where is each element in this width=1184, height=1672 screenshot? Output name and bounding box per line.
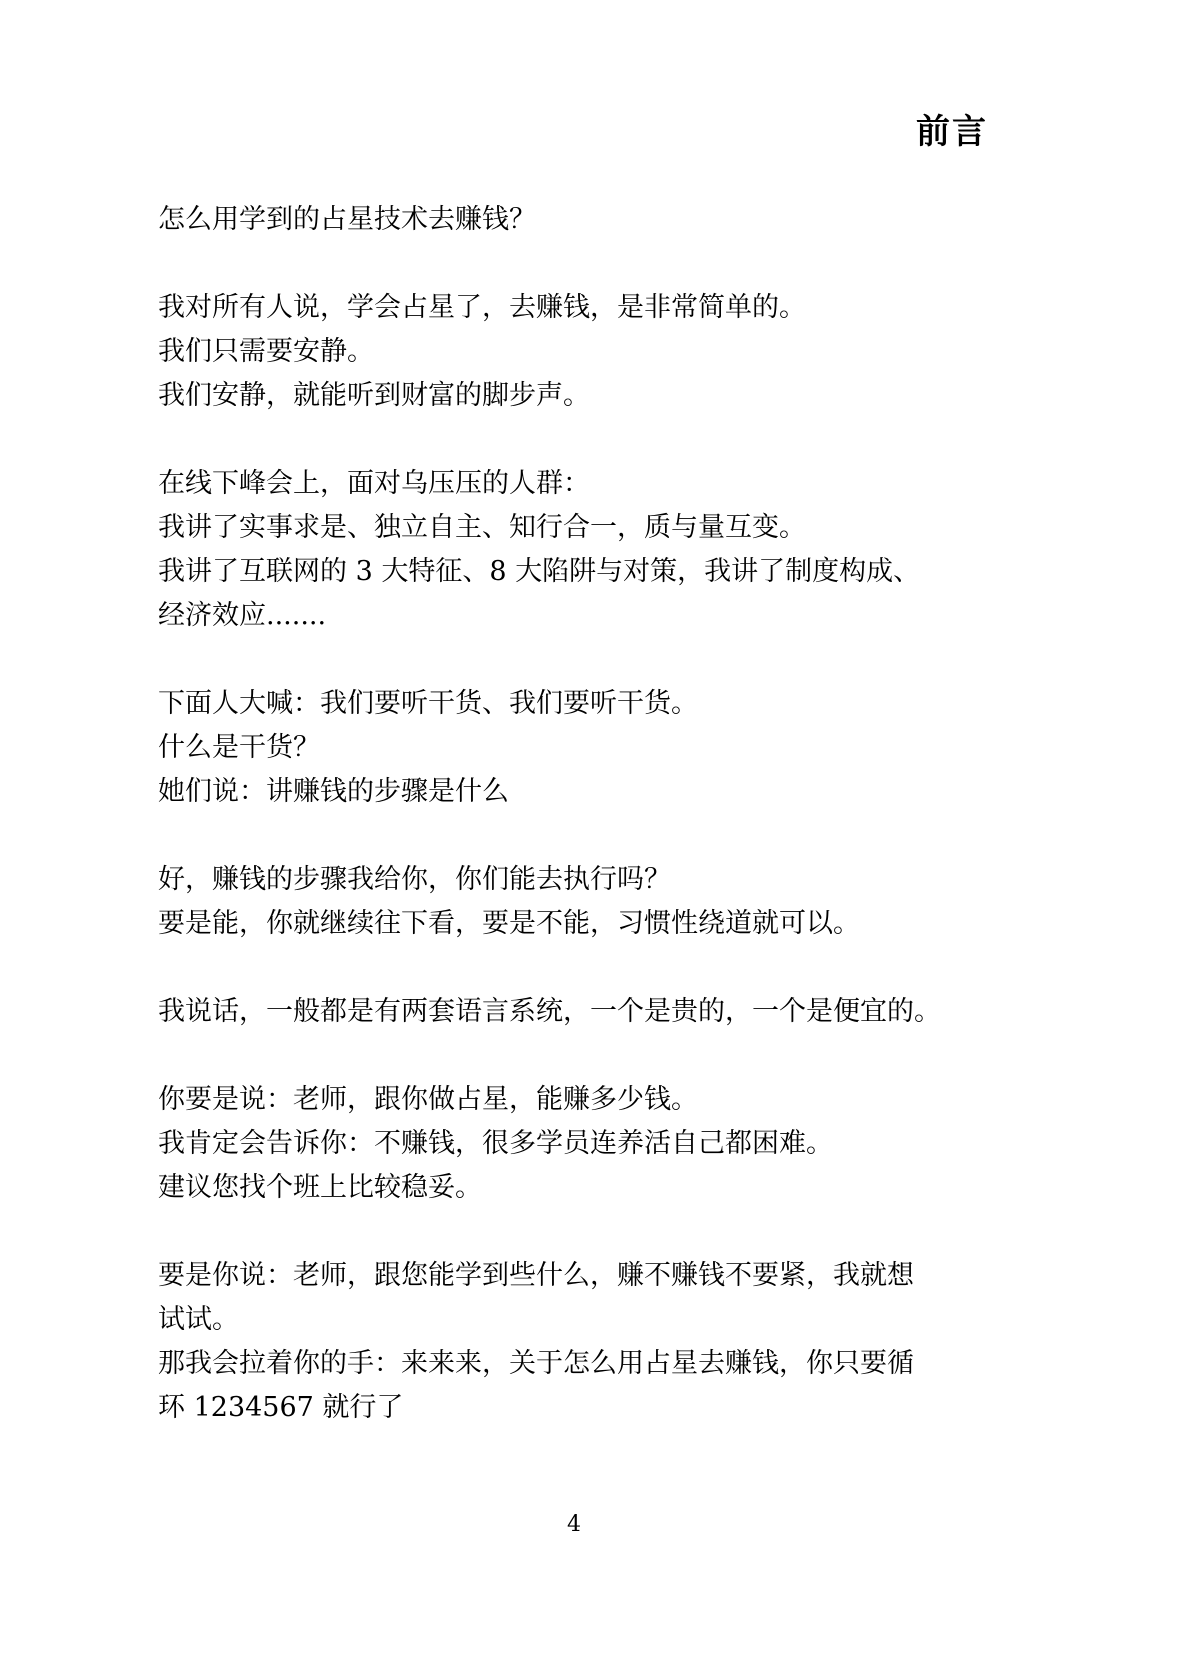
- text-line: 怎么用学到的占星技术去赚钱？: [158, 204, 536, 235]
- text-line: 什么是干货？: [158, 732, 320, 763]
- paragraph-8: [158, 1254, 998, 1430]
- paragraph-6: [158, 990, 998, 1034]
- text-line: 下面人大喊：我们要听干货、我们要听干货。: [158, 688, 698, 719]
- text-line: 我们安静，就能听到财富的脚步声。: [158, 380, 590, 411]
- text-line: 在线下峰会上，面对乌压压的人群：: [158, 468, 590, 499]
- paragraph-3: [158, 462, 998, 638]
- text-line: 要是你说：老师，跟您能学到些什么，赚不赚钱不要紧，我就想: [158, 1260, 914, 1291]
- paragraph-2: [158, 286, 998, 418]
- text-line: 建议您找个班上比较稳妥。: [158, 1172, 482, 1203]
- page-title: 前言: [916, 112, 988, 152]
- text-line: 试试。: [158, 1304, 239, 1335]
- paragraph-7: [158, 1078, 998, 1210]
- paragraph-5: [158, 858, 998, 946]
- text-line: 我说话，一般都是有两套语言系统，一个是贵的，一个是便宜的。: [158, 996, 941, 1027]
- text-line: 环 1234567 就行了: [158, 1392, 404, 1423]
- text-line: 好，赚钱的步骤我给你，你们能去执行吗？: [158, 864, 671, 895]
- text-line: 她们说：讲赚钱的步骤是什么: [158, 776, 509, 807]
- text-line: 我们只需要安静。: [158, 336, 374, 367]
- body-text: [158, 198, 998, 1474]
- text-line: 经济效应.......: [158, 600, 327, 631]
- text-line: 我讲了实事求是、独立自主、知行合一，质与量互变。: [158, 512, 806, 543]
- text-line: 要是能，你就继续往下看，要是不能，习惯性绕道就可以。: [158, 908, 860, 939]
- text-line: 你要是说：老师，跟你做占星，能赚多少钱。: [158, 1084, 698, 1115]
- text-line: 我讲了互联网的 3 大特征、8 大陷阱与对策，我讲了制度构成、: [158, 556, 921, 587]
- text-line: 我肯定会告诉你：不赚钱，很多学员连养活自己都困难。: [158, 1128, 833, 1159]
- page-number: 4: [567, 1512, 581, 1537]
- text-line: 那我会拉着你的手：来来来，关于怎么用占星去赚钱，你只要循: [158, 1348, 914, 1379]
- paragraph-1: [158, 198, 998, 242]
- text-line: 我对所有人说，学会占星了，去赚钱，是非常简单的。: [158, 292, 806, 323]
- paragraph-4: [158, 682, 998, 814]
